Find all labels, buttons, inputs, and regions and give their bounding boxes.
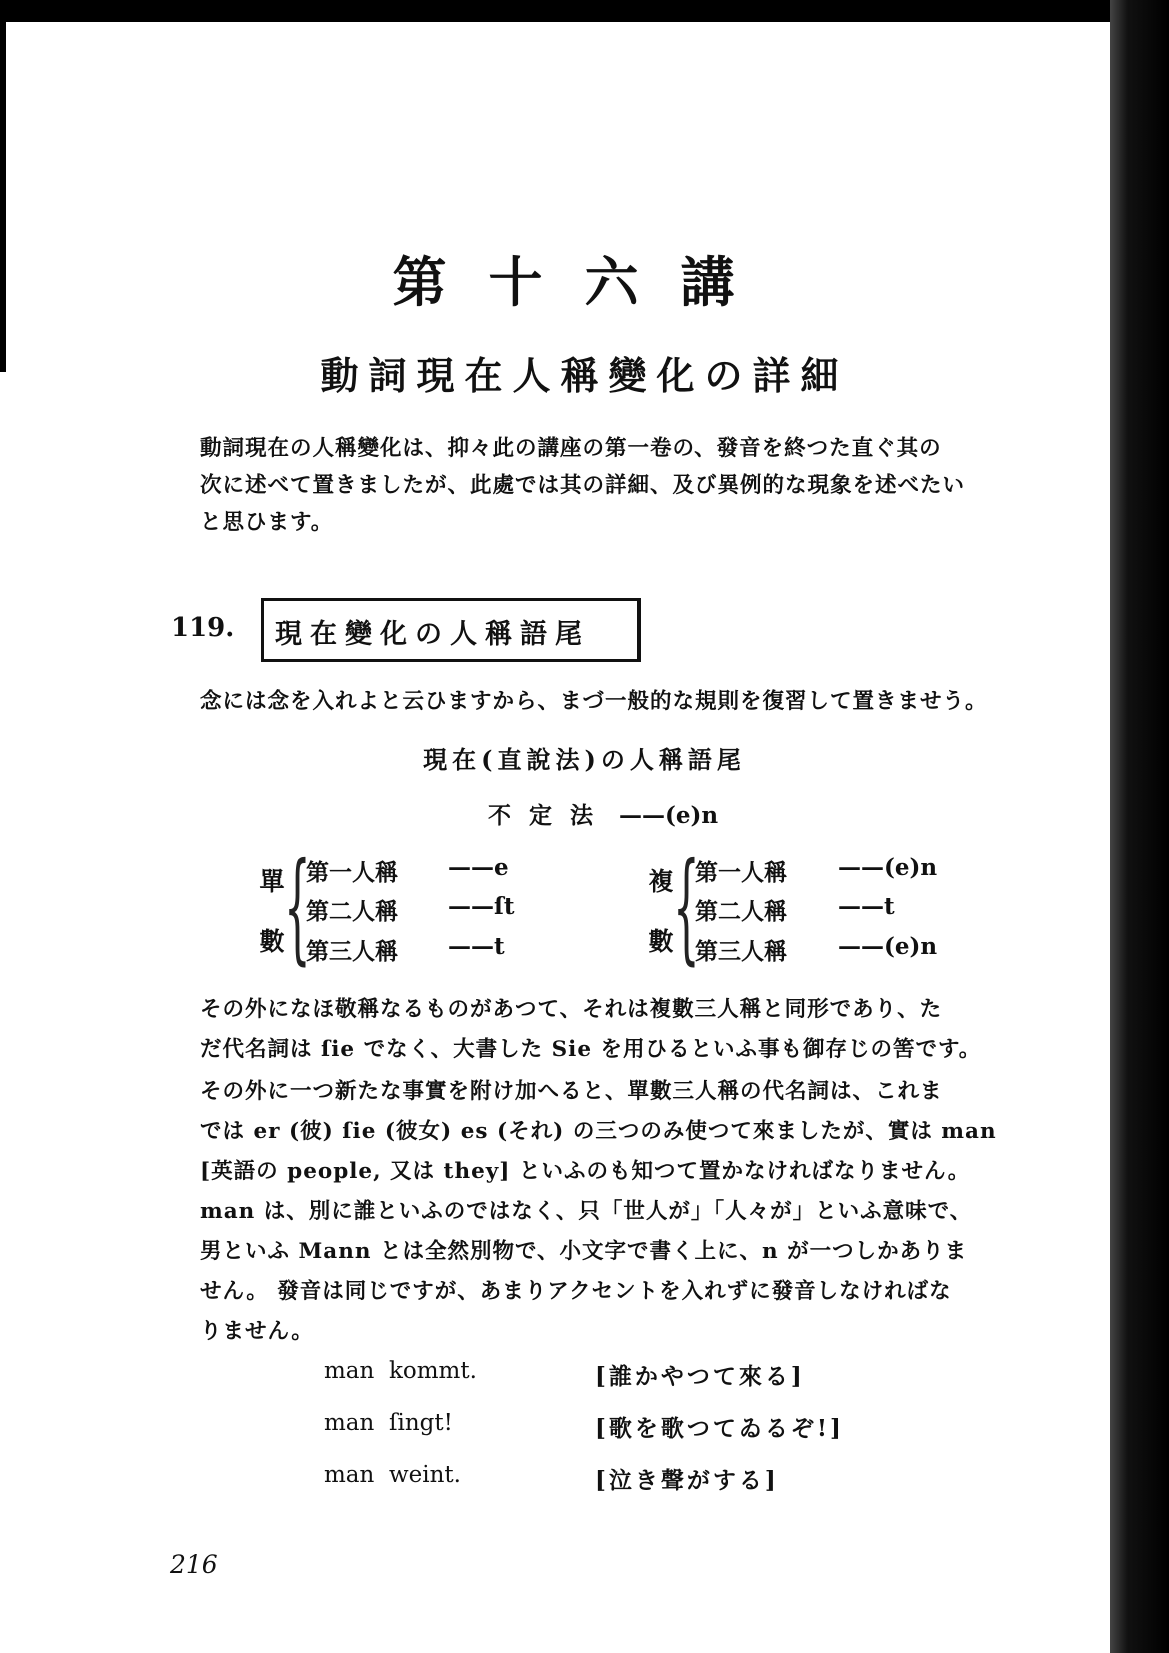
person-label: 第一人稱	[695, 859, 787, 886]
scan-shadow-left	[0, 22, 6, 372]
singular-ending-2: ——ſt	[448, 893, 515, 920]
chapter-title: 第十六講	[392, 250, 777, 314]
paragraph-line: その外に一つ新たな事實を附け加へると、單數三人稱の代名詞は、これま	[200, 1079, 943, 1104]
section-number: 119.	[171, 613, 235, 643]
paragraph-line: 男といふ Mann とは全然別物で、小文字で書く上に、n が一つしかありま	[200, 1239, 968, 1264]
paragraph-line: せん。 發音は同じですが、あまりアクセントを入れずに發音しなければな	[200, 1279, 952, 1304]
paragraph-honorific	[200, 990, 1050, 1070]
chapter-subtitle: 動詞現在人稱變化の詳細	[320, 353, 849, 398]
singular-row-1	[306, 854, 398, 887]
person-label: 第三人稱	[695, 938, 787, 965]
plural-row-3	[695, 933, 787, 966]
person-label: 第二人稱	[695, 898, 787, 925]
paragraph-line: その外になほ敬稱なるものがあつて、それは複數三人稱と同形であり、た	[200, 997, 943, 1022]
singular-ending-3: ——t	[448, 933, 505, 960]
plural-row-2	[695, 893, 787, 926]
plural-label-2: 數	[648, 927, 674, 956]
paragraph-line: では er (彼) ſie (彼女) es (それ) の三つのみ使つて來ましたが、實は man	[200, 1119, 997, 1144]
singular-row-3	[306, 933, 398, 966]
paragraph-line: だ代名詞は ſie でなく、大書した Sie を用ひるといふ事も御存じの筈です。	[200, 1037, 982, 1062]
infinitive-row	[488, 797, 718, 830]
example-japanese-1: [誰かやつて來る]	[595, 1363, 805, 1390]
intro-paragraph	[200, 430, 1040, 541]
person-label: 第二人稱	[306, 898, 398, 925]
example-japanese-3: [泣き聲がする]	[595, 1467, 779, 1494]
intro-line: 動詞現在の人稱變化は、抑々此の講座の第一卷の、發音を終つた直ぐ其の	[200, 436, 942, 461]
example-german-3: man weint.	[324, 1462, 461, 1488]
example-german-1: man kommt.	[324, 1358, 477, 1384]
paragraph-man-detail	[200, 1192, 1050, 1352]
person-label: 第一人稱	[306, 859, 398, 886]
singular-brace: {	[284, 838, 311, 977]
infinitive-ending: ——(e)n	[619, 802, 719, 829]
paragraph-man-intro	[200, 1072, 1050, 1192]
intro-line: 次に述べて置きましたが、此處では其の詳細、及び異例的な現象を述べたい	[200, 473, 966, 498]
plural-ending-2: ——t	[838, 893, 895, 920]
page-number: 216	[170, 1550, 218, 1579]
plural-ending-3: ——(e)n	[838, 933, 938, 960]
plural-row-1	[695, 854, 787, 887]
table-title: 現在(直說法)の人稱語尾	[423, 745, 746, 774]
plural-label-1: 複	[648, 867, 674, 896]
paragraph-line: man は、別に誰といふのではなく、只「世人が」「人々が」といふ意味で、	[200, 1199, 973, 1224]
plural-brace: {	[673, 838, 700, 977]
intro-line: と思ひます。	[200, 510, 334, 535]
section-title: 現在變化の人稱語尾	[275, 619, 590, 650]
paragraph-line: [英語の people, 又は they] といふのも知つて置かなければなりません。	[200, 1159, 971, 1184]
singular-ending-1: ——e	[448, 854, 509, 881]
singular-label-1: 單	[259, 867, 285, 896]
plural-ending-1: ——(e)n	[838, 854, 938, 881]
example-japanese-2: [歌を歌つてゐるぞ!]	[595, 1415, 844, 1442]
singular-label-2: 數	[259, 927, 285, 956]
reminder-text: 念には念を入れよと云ひますから、まづ一般的な規則を復習して置きませう。	[200, 689, 988, 714]
infinitive-label: 不定法	[488, 802, 611, 829]
singular-row-2	[306, 893, 398, 926]
paragraph-line: りません。	[200, 1319, 314, 1344]
person-label: 第三人稱	[306, 938, 398, 965]
example-german-2: man ſingt!	[324, 1410, 453, 1436]
